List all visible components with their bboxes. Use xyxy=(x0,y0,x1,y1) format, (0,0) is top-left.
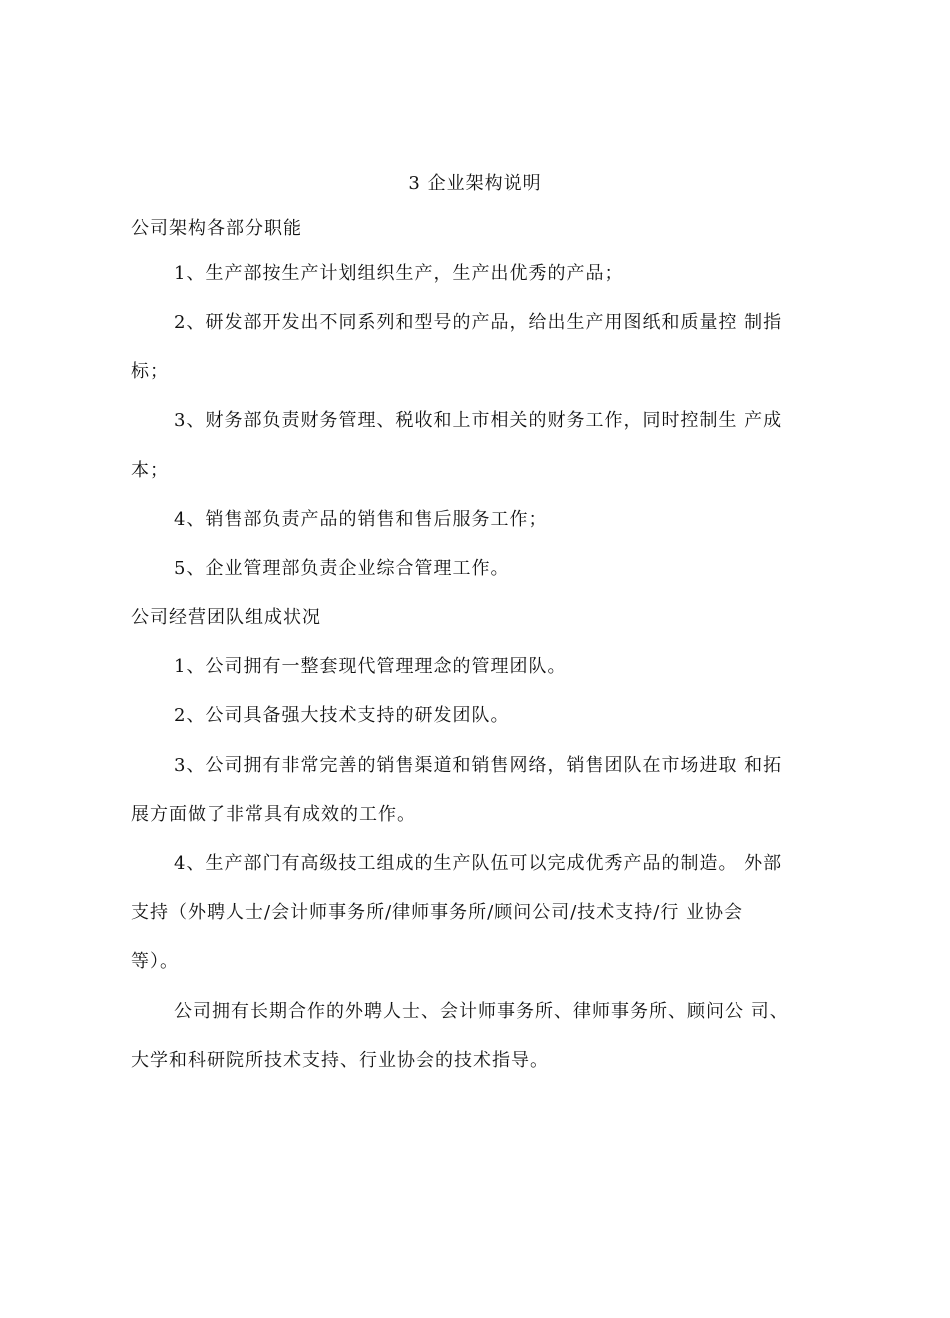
page-title: 3 企业架构说明 xyxy=(408,173,542,194)
paragraph-line: 3、公司拥有非常完善的销售渠道和销售网络，销售团队在市场进取 和拓 xyxy=(174,755,783,776)
paragraph-line: 等）。 xyxy=(131,951,179,972)
paragraph-line: 公司拥有长期合作的外聘人士、会计师事务所、律师事务所、顾问公 司、 xyxy=(174,1001,789,1022)
section-heading-team: 公司经营团队组成状况 xyxy=(131,607,321,628)
paragraph-line: 5、企业管理部负责企业综合管理工作。 xyxy=(174,558,510,579)
section-heading-functions: 公司架构各部分职能 xyxy=(131,218,302,239)
paragraph-line: 支持（外聘人士/会计师事务所/律师事务所/顾问公司/技术支持/行 业协会 xyxy=(131,902,744,923)
paragraph-line: 1、公司拥有一整套现代管理理念的管理团队。 xyxy=(174,656,567,677)
paragraph-line: 2、公司具备强大技术支持的研发团队。 xyxy=(174,705,510,726)
paragraph-line: 大学和科研院所技术支持、行业协会的技术指导。 xyxy=(131,1050,549,1071)
paragraph-line: 2、研发部开发出不同系列和型号的产品，给出生产用图纸和质量控 制指 xyxy=(174,312,783,333)
paragraph-line: 本； xyxy=(131,460,169,481)
paragraph-line: 展方面做了非常具有成效的工作。 xyxy=(131,804,416,825)
paragraph-line: 标； xyxy=(131,361,169,382)
paragraph-line: 3、财务部负责财务管理、税收和上市相关的财务工作，同时控制生 产成 xyxy=(174,410,783,431)
paragraph-line: 4、生产部门有高级技工组成的生产队伍可以完成优秀产品的制造。 外部 xyxy=(174,853,783,874)
paragraph-line: 1、生产部按生产计划组织生产，生产出优秀的产品； xyxy=(174,263,624,284)
paragraph-line: 4、销售部负责产品的销售和售后服务工作； xyxy=(174,509,548,530)
